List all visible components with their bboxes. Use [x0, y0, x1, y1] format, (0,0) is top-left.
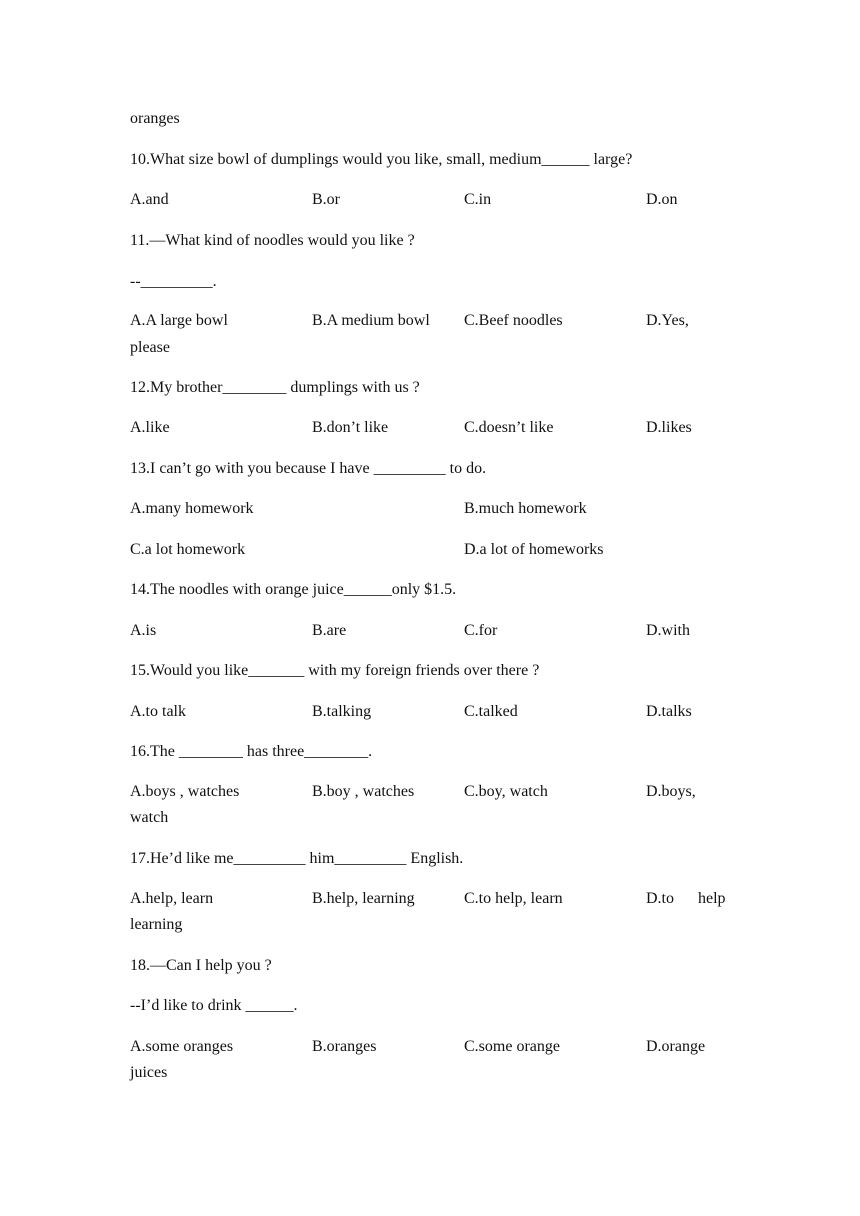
q10-option-b: B.or	[312, 191, 340, 208]
q11-option-d: D.Yes,	[646, 312, 689, 329]
q17-option-b: B.help, learning	[312, 890, 415, 907]
q16-option-a: A.boys , watches	[130, 783, 240, 800]
q18-option-d: D.orange	[646, 1038, 706, 1055]
q16-option-d-wrap: watch	[130, 809, 169, 826]
question-10: 10.What size bowl of dumplings would you like, small, medium______ large?	[130, 151, 633, 168]
question-15: 15.Would you like_______ with my foreign friends over there ?	[130, 662, 540, 679]
q17-option-a: A.help, learn	[130, 890, 214, 907]
q13-option-c: C.a lot homework	[130, 541, 246, 558]
q17-option-c: C.to help, learn	[464, 890, 563, 907]
q18-option-d-wrap: juices	[130, 1064, 168, 1081]
question-12: 12.My brother________ dumplings with us ?	[130, 379, 420, 396]
q12-option-c: C.doesn’t like	[464, 419, 554, 436]
q11-option-c: C.Beef noodles	[464, 312, 563, 329]
q15-option-a: A.to talk	[130, 703, 186, 720]
q11-option-d-wrap: please	[130, 339, 170, 356]
q18-option-c: C.some orange	[464, 1038, 560, 1055]
q18-option-a: A.some oranges	[130, 1038, 234, 1055]
question-17: 17.He’d like me_________ him_________ English.	[130, 850, 464, 867]
q17-option-d: D.to help	[646, 890, 726, 907]
question-16: 16.The ________ has three________.	[130, 743, 373, 760]
q12-option-a: A.like	[130, 419, 170, 436]
q15-option-b: B.talking	[312, 703, 372, 720]
q10-option-c: C.in	[464, 191, 492, 208]
question-18-answer-line: --I’d like to drink ______.	[130, 997, 298, 1014]
q16-option-d: D.boys,	[646, 783, 696, 800]
question-11-answer-line: --_________.	[130, 273, 217, 290]
q10-option-a: A.and	[130, 191, 169, 208]
q13-option-d: D.a lot of homeworks	[464, 541, 604, 558]
q16-option-c: C.boy, watch	[464, 783, 548, 800]
q17-option-d-wrap: learning	[130, 916, 183, 933]
q13-option-b: B.much homework	[464, 500, 587, 517]
q16-option-b: B.boy , watches	[312, 783, 415, 800]
q12-option-b: B.don’t like	[312, 419, 389, 436]
q14-option-d: D.with	[646, 622, 690, 639]
q11-option-a: A.A large bowl	[130, 312, 228, 329]
q10-option-d: D.on	[646, 191, 678, 208]
q15-option-d: D.talks	[646, 703, 692, 720]
q14-option-b: B.are	[312, 622, 347, 639]
q14-option-c: C.for	[464, 622, 498, 639]
continuation-text: oranges	[130, 110, 180, 127]
q13-option-a: A.many homework	[130, 500, 254, 517]
q14-option-a: A.is	[130, 622, 157, 639]
question-18: 18.—Can I help you ?	[130, 957, 272, 974]
question-11: 11.—What kind of noodles would you like ?	[130, 232, 415, 249]
q15-option-c: C.talked	[464, 703, 518, 720]
q11-option-b: B.A medium bowl	[312, 312, 430, 329]
q18-option-b: B.oranges	[312, 1038, 377, 1055]
question-14: 14.The noodles with orange juice______only $1.5.	[130, 581, 457, 598]
question-13: 13.I can’t go with you because I have _________ to do.	[130, 460, 487, 477]
q12-option-d: D.likes	[646, 419, 692, 436]
